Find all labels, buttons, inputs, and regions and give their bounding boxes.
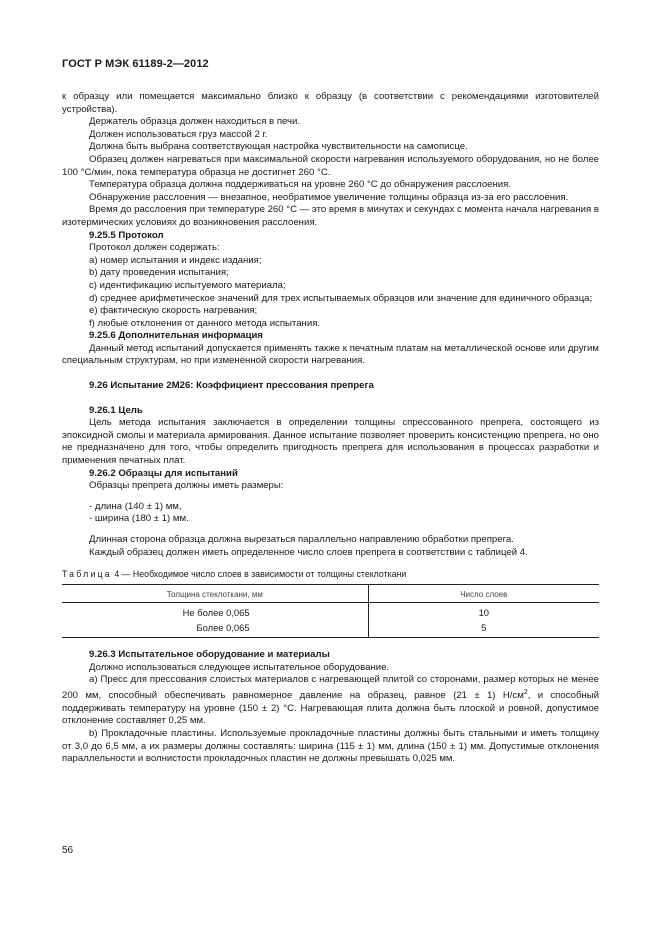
paragraph-text: , и способный поддерживать температуру на уровне (150 ± 2) °С. Нагревающая плита должна быть плоской и ровной, допустимое отклонение составляет 0,25 мм. (62, 690, 599, 727)
cell-layers: 10 (368, 603, 599, 621)
section-heading: 9.25.5 Протокол (89, 229, 164, 241)
paragraph: Длинная сторона образца должна вырезаться параллельно направлению обработки препрега. (89, 534, 514, 545)
cell-thickness: Более 0,065 (62, 620, 368, 638)
section-heading: 9.26 Испытание 2M26: Коэффициент прессования препрега (89, 380, 374, 392)
paragraph: Температура образца должна поддерживаться на уровне 260 °С до обнаружения расслоения. (89, 179, 512, 191)
document-header: ГОСТ Р МЭК 61189-2—2012 (62, 58, 209, 70)
list-item: d) среднее арифметическое значений для трех испытываемых образцов или значение для единичного образца; (89, 292, 593, 304)
unit-superscript: 2 (523, 688, 528, 696)
list-item: - длина (140 ± 1) мм, (89, 500, 182, 512)
section-heading: 9.26.1 Цель (89, 404, 143, 416)
table-row (62, 603, 599, 621)
list-item: e) фактическую скорость нагревания; (89, 305, 258, 317)
paragraph: Образец должен нагреваться при максимальной скорости нагревания используемого оборудования, но не более 100 °С/мин, пока температура образца не достигнет 260 °С. (62, 153, 599, 178)
list-item: - ширина (180 ± 1) мм. (89, 513, 189, 525)
paragraph: Должна быть выбрана соответствующая настройка чувствительности на самописце. (89, 141, 468, 153)
paragraph: b) Прокладочные пластины. Используемые прокладочные пластины должны быть стальными и иметь толщину от 3,0 до 6,5 мм, а их размеры должны составлять: ширина (115 ± 1) мм, длина (150 ± 1) мм. Допустимые отклонения параллельности и волнистости прокладочных пластин не должны превышать 0,025 мм. (62, 727, 599, 765)
paragraph (62, 674, 599, 728)
column-header-thickness: Толщина стеклоткани, мм (62, 585, 368, 603)
cell-thickness: Не более 0,065 (182, 607, 250, 619)
page-number: 56 (62, 845, 74, 856)
paragraph: Данный метод испытаний допускается применять также к печатным платам на металлической основе или другим специальным структурам, но при измененной скорости нагревания. (62, 342, 599, 367)
document-page (62, 58, 599, 766)
section-heading: 9.26.3 Испытательное оборудование и материалы (89, 649, 330, 661)
table-header-row (62, 585, 599, 603)
paragraph-text: a) Пресс для прессования слоистых материалов с нагревающей плитой со сторонами, размер которых не менее 200 мм, способный обеспечивать равномерное давление на образец, равное (21 ± 1) Н/см (62, 674, 599, 702)
layers-table (62, 584, 599, 638)
paragraph: Обнаружение расслоения — внезапное, необратимое увеличение толщины образца из-за его расслоения. (89, 191, 569, 203)
cell-layers: 5 (368, 620, 599, 638)
paragraph: Образцы препрега должны иметь размеры: (89, 480, 284, 492)
paragraph: Держатель образца должен находиться в печи. (89, 116, 301, 128)
paragraph: Цель метода испытания заключается в определении толщины спрессованного препрега, состоящего из эпоксидной смолы и материала армирования. Данное испытание позволяет проверить консистенцию препрега, но оно не предназначено для того, чтобы определить пригодность препрега для использования в процессах разработки и применения печатных плат. (62, 417, 599, 467)
paragraph: Должен использоваться груз массой 2 г. (89, 128, 268, 140)
column-header-layers: Число слоев (368, 585, 599, 603)
paragraph: Протокол должен содержать: (89, 242, 220, 254)
section-heading: 9.25.6 Дополнительная информация (89, 330, 264, 342)
list-item: a) номер испытания и индекс издания; (89, 254, 262, 266)
table-caption-text: 4 — Необходимое число слоев в зависимости от толщины стеклоткани (111, 569, 407, 580)
paragraph: Время до расслоения при температуре 260 °С — это время в минутах и секундах с момента начала нагревания в изотермических условиях до возникновения расслоения. (62, 204, 599, 228)
table-caption (62, 569, 599, 580)
list-item: f) любые отклонения от данного метода испытания. (89, 317, 321, 329)
paragraph: к образцу или помещается максимально близко к образцу (в соответствии с рекомендациями изготовителей устройства). (62, 91, 599, 115)
list-item: b) дату проведения испытания; (89, 267, 229, 279)
paragraph: Каждый образец должен иметь определенное число слоев препрега в соответствии с таблицей 4. (89, 546, 528, 558)
list-item: c) идентификацию испытуемого материала; (89, 279, 286, 291)
paragraph: Должно использоваться следующее испытательное оборудование. (89, 661, 390, 673)
table-caption-label: Таблица (62, 569, 112, 580)
table-row (62, 620, 599, 638)
section-heading: 9.26.2 Образцы для испытаний (89, 467, 238, 479)
